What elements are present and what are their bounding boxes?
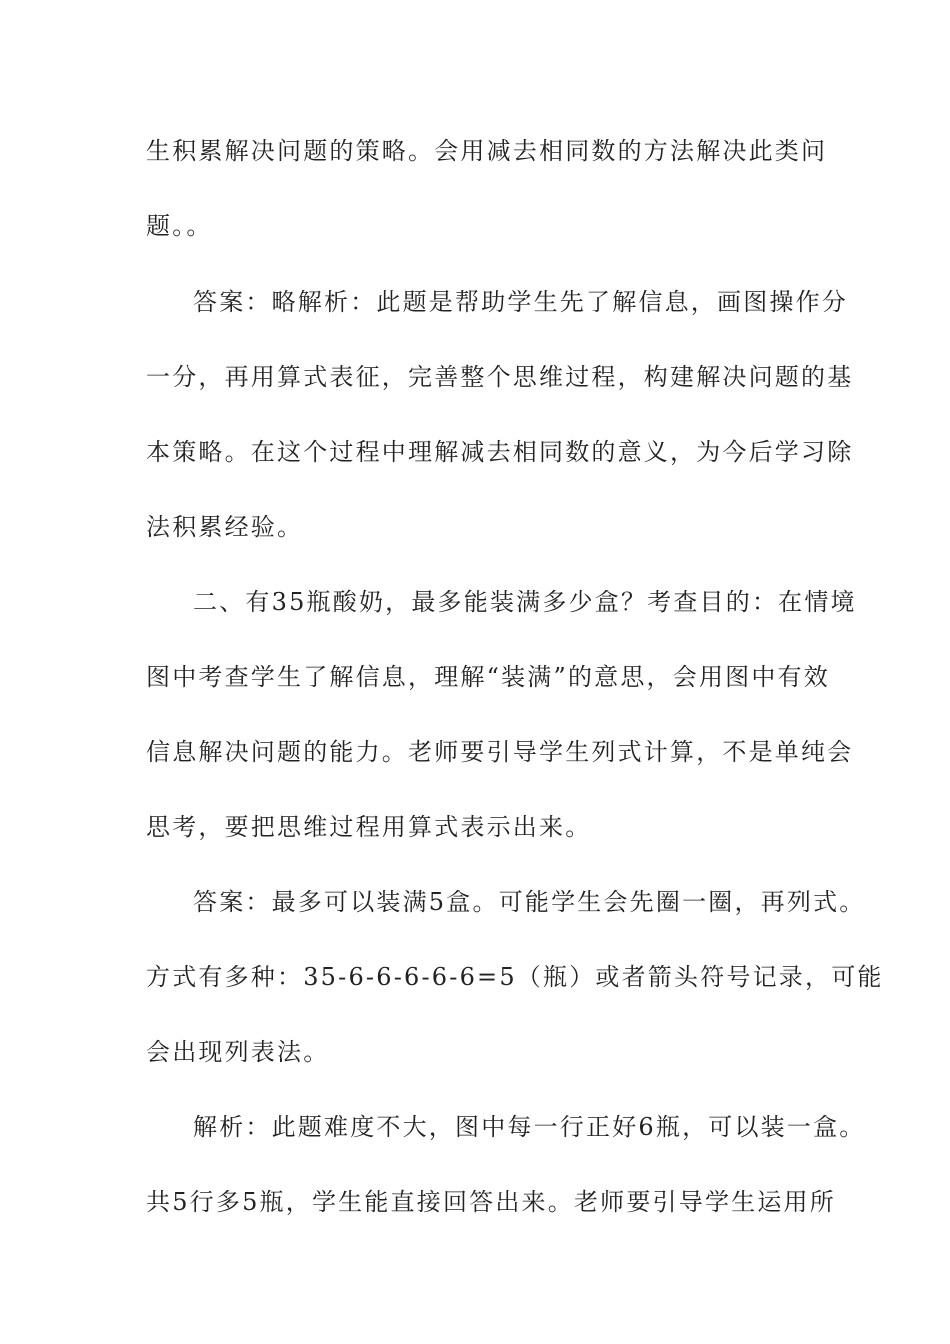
paragraph-start-line: 二、有35瓶酸奶，最多能装满多少盒？考查目的：在情境 [193,588,857,616]
text-line: 思考，要把思维过程用算式表示出来。 [146,813,592,841]
text-line: 共5行多5瓶，学生能直接回答出来。老师要引导学生运用所 [146,1188,836,1216]
text-line: 图中考查学生了解信息，理解“装满”的意思，会用图中有效 [146,663,830,691]
text-line: 题。。 [146,212,213,240]
text-line: 信息解决问题的能力。老师要引导学生列式计算，不是单纯会 [146,738,854,766]
text-line: 本策略。在这个过程中理解减去相同数的意义，为今后学习除 [146,438,854,466]
text-line: 会出现列表法。 [146,1038,330,1066]
paragraph-start-line: 答案：最多可以装满5盒。可能学生会先圈一圈，再列式。 [193,888,866,916]
text-line: 法积累经验。 [146,513,304,541]
text-line: 方式有多种：35-6-6-6-6-6=5（瓶）或者箭头符号记录，可能 [146,963,884,991]
paragraph-start-line: 解析：此题难度不大，图中每一行正好6瓶，可以装一盒。 [193,1113,866,1141]
paragraph-start-line: 答案：略解析：此题是帮助学生先了解信息，画图操作分 [193,288,848,316]
text-line: 生积累解决问题的策略。会用减去相同数的方法解决此类问 [146,137,828,165]
text-line: 一分，再用算式表征，完善整个思维过程，构建解决问题的基 [146,363,854,391]
